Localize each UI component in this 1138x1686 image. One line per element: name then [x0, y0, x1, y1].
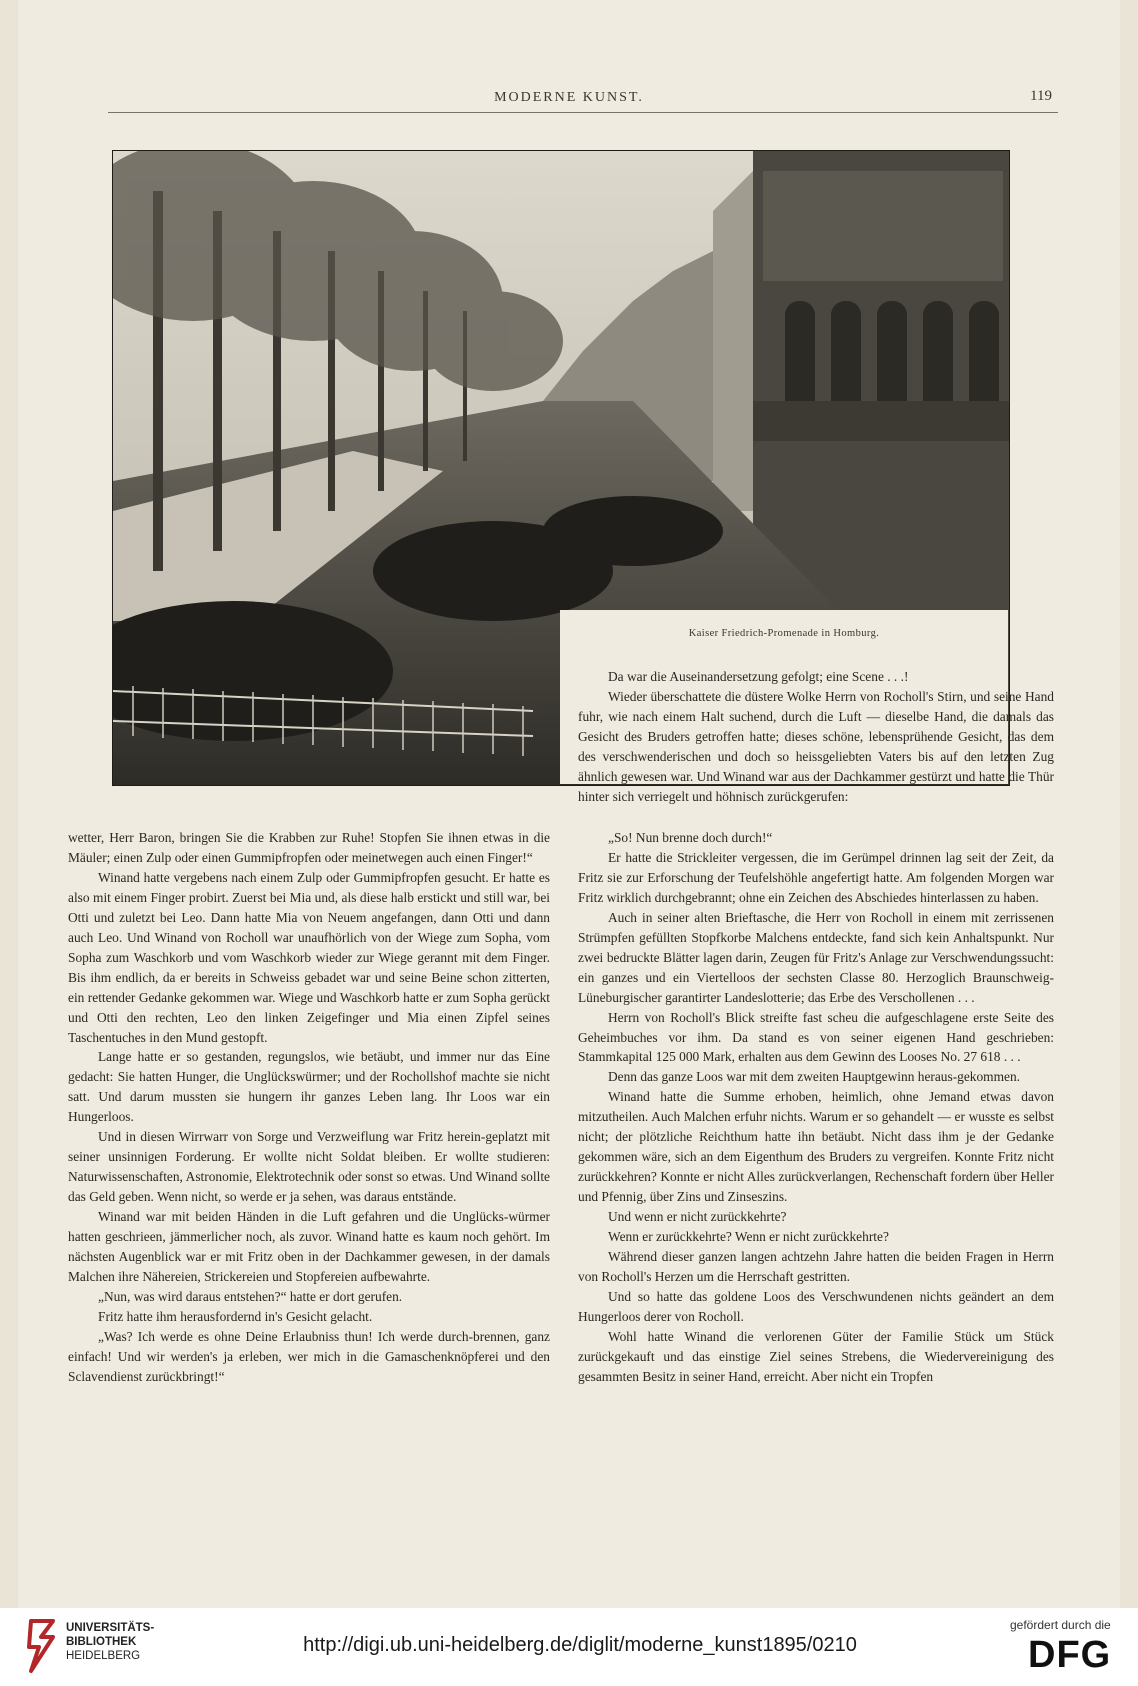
header-rule: [108, 112, 1058, 113]
paragraph: Auch in seiner alten Brieftasche, die Herr von Rocholl in einem mit zerrissenen Strümpfen gefüllten Stopfkorbe Malchens entdeckte, fand sich kein Anhaltspunkt. Nur zwei bedruckte Blätter lagen darin, Zeugen für Fritz's Anlage zur Verschwendungssucht: ein ganzes und ein Viertelloos der sechsten Classe 80. Herzoglich Braunschweig-Lüneburgischer garantirter Landeslotterie; das Erbe des Verschollenen . . .: [578, 909, 1054, 1005]
paragraph: „So! Nun brenne doch durch!“: [608, 830, 773, 845]
paragraph: „Nun, was wird daraus entstehen?“ hatte er dort gerufen.: [98, 1288, 403, 1304]
paragraph: Denn das ganze Loos war mit dem zweiten Hauptgewinn heraus-gekommen.: [608, 1069, 1021, 1085]
paragraph: Er hatte die Strickleiter vergessen, die im Gerümpel drinnen lag seit der Zeit, da Fritz sie zur Erforschung der Teufelshöhle angefertigt hatte. Am folgenden Morgen war Fritz wirklich durchgebrannt; ohne ein Zeichen des Abschiedes hinterlassen zu haben.: [578, 849, 1054, 905]
dfg-logo: DFG: [1028, 1634, 1112, 1676]
paragraph: wetter, Herr Baron, bringen Sie die Krabben zur Ruhe! Stopfen Sie ihnen etwas in die Mäuler; einen Zulp oder einen Gummipfropfen oder meinetwegen auch einen Finger!“: [68, 830, 550, 865]
paragraph: Herrn von Rocholl's Blick streifte fast scheu die aufgeschlagene erste Seite des Geheimbuches vor ihm. Da stand es von seiner eigenen Hand geschrieben: Stammkapital 125 000 Mark, erhalten aus dem Gewinn des Looses No. 27 618 . . .: [578, 1009, 1054, 1065]
paragraph: Wenn er zurückkehrte? Wenn er nicht zurückkehrte?: [608, 1229, 889, 1245]
paragraph: Lange hatte er so gestanden, regungslos, wie betäubt, und immer nur das Eine gedacht: Sie hatten Hunger, die Unglückswürmer; und der Rochollshof machte sie nicht satt. Und darum mussten sie hungern ihr ganzes Leben lang. Ihr Loos war ein Hungerloos.: [68, 1049, 550, 1125]
paragraph: Fritz hatte ihm herausfordernd in's Gesicht gelacht.: [98, 1308, 373, 1324]
page-number: 119: [1030, 88, 1052, 104]
paragraph: Wieder überschattete die düstere Wolke Herrn von Rocholl's Stirn, und seine Hand fuhr, wie nach einem Halt suchend, durch die Luft — dieselbe Hand, die damals das Gesicht des Bruders getroffen hatte; dieses schöne, lebensprühende Gesicht, das dem des verschwenderischen und doch so heissgeliebten Vaters bis auf den letzten Zug ähnlich gewesen war. Und Winand war aus der Dachkammer gestürzt und hatte die Thür hinter sich verriegelt und höhnisch zurückgerufen:: [578, 688, 1054, 804]
left-column: [68, 828, 550, 1387]
paragraph: Winand hatte vergebens nach einem Zulp oder Gummipfropfen gesucht. Er hatte es also mit einem Finger probirt. Zuerst bei Mia und, als diese halb erstickt und still war, bei Otti und zuletzt bei Leo. Dann hatte Mia von Neuem angefangen, dann Otti und dann auch Leo. Und Winand von Rocholl war unaufhörlich von der Wiege zum Sopha, vom Sopha zum Waschkorb und vom Waschkorb wieder zur Wiege gerannt mit dem Finger. Bis ihm endlich, da er bereits in Schweiss gebadet war und seine Beine schon zitterten, ein rettender Gedanke gekommen war. Wiege und Waschkorb hatte er zum Sopha gerückt und Otti den rechten, Leo den linken Zeigefinger und Mia einen Zipfel seines Taschentuches in den Mund gestopft.: [68, 869, 550, 1045]
paragraph: Während dieser ganzen langen achtzehn Jahre hatten die beiden Fragen in Herrn von Rocholl's Herzen um die Herrschaft gestritten.: [578, 1249, 1054, 1284]
paragraph: Und wenn er nicht zurückkehrte?: [608, 1209, 787, 1225]
paragraph: Und in diesen Wirrwarr von Sorge und Verzweiflung war Fritz herein-geplatzt mit seiner unsinnigen Forderung. Er wollte nicht Soldat bleiben. Er wollte studieren: Naturwissenschaften, Astronomie, Elektrotechnik oder sonst so etwas. Und Winand sollte das Geld geben. Wenn nicht, so werde er ja sehen, was daraus entstände.: [68, 1129, 550, 1205]
paragraph: Wohl hatte Winand die verlorenen Güter der Familie Stück um Stück zurückgekauft und das einstige Ziel seines Strebens, die Wiedervereinigung des gesammten Besitz in seiner Hand, erreicht. Aber nicht ein Tropfen: [578, 1328, 1054, 1384]
paragraph: „Was? Ich werde es ohne Deine Erlaubniss thun! Ich werde durch-brennen, ganz einfach! Und wir werden's ja erleben, wer mich in die Gamaschenknöpferei und den Sclavendienst zurückbringt!“: [68, 1328, 550, 1384]
funding-label: gefördert durch die: [1010, 1618, 1111, 1632]
library-name: UNIVERSITÄTS- BIBLIOTHEK HEIDELBERG: [66, 1622, 155, 1662]
running-title: MODERNE KUNST.: [494, 90, 644, 105]
paragraph: Und so hatte das goldene Loos des Verschwundenen nichts geändert an dem Hungerloos derer von Rocholl.: [578, 1288, 1054, 1324]
right-column-top: [578, 667, 1054, 807]
figure-caption: Kaiser Friedrich-Promenade in Homburg.: [688, 628, 880, 639]
right-column-bottom: [578, 828, 1054, 1387]
university-library-logo-icon: [25, 1617, 59, 1675]
paragraph: Da war die Auseinandersetzung gefolgt; eine Scene . . .!: [608, 669, 909, 684]
digital-copy-url[interactable]: http://digi.ub.uni-heidelberg.de/diglit/moderne_kunst1895/0210: [303, 1634, 857, 1656]
paragraph: Winand war mit beiden Händen in die Luft gefahren und die Unglücks-würmer hatten geschrieen, jämmerlicher noch, als zuvor. Winand hatte es kaum noch gehört. Im nächsten Augenblick war er mit Fritz oben in der Dachkammer gewesen, in der damals Malchen ihre Nähereien, Strickereien und Stopfereien aufbewahrte.: [68, 1209, 550, 1284]
paragraph: Winand hatte die Summe erhoben, heimlich, ohne Jemand etwas davon mitzutheilen. Auch Malchen erfuhr nichts. Warum er so gehandelt — er wusste es selbst nicht; der plötzliche Reichthum hatte ihn betäubt. Nicht dass ihm je der Gedanke gekommen wäre, sich an dem Eigenthum des Bruders zu vergreifen. Konnte Fritz nicht zurückkehren? Konnte er nicht Alles zurückverlangen, Rechenschaft fordern über Heller und Pfennig, über Zins und Zinseszins.: [578, 1089, 1054, 1205]
